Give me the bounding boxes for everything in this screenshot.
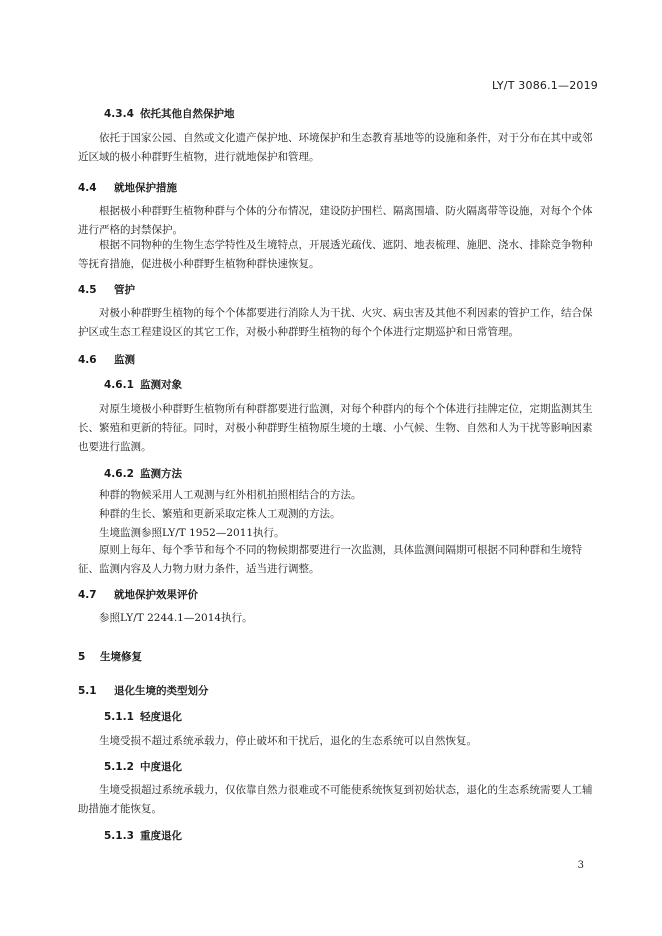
heading-4-6: 4.6 监测 bbox=[78, 354, 135, 366]
paragraph-4-3-4: 依托于国家公园、自然或文化遗产保护地、环境保护和生态教育基地等的设施和条件，对于分布在其中或邻近区域的极小种群野生植物，进行就地保护和管理。 bbox=[78, 132, 593, 163]
paragraph-4-4-b: 根据不同物种的生物生态学特性及生境特点，开展透光疏伐、遮阴、地表梳理、施肥、浇水、排除竞争物种等抚育措施，促进极小种群野生植物种群快速恢复。 bbox=[78, 239, 593, 270]
method-line-habitat: 生境监测参照LY/T 1952—2011执行。 bbox=[99, 527, 285, 539]
method-line-growth: 种群的生长、繁殖和更新采取定株人工观测的方法。 bbox=[99, 508, 341, 520]
paragraph-4-5: 对极小种群野生植物的每个个体都要进行消除人为干扰、火灾、病虫害及其他不利因素的管护工作，结合保护区或生态工程建设区的其它工作，对极小种群野生植物的每个个体进行定期巡护和日常管理。 bbox=[78, 307, 593, 338]
heading-4-4: 4.4 就地保护措施 bbox=[78, 182, 177, 194]
heading-5-1: 5.1 退化生境的类型划分 bbox=[78, 685, 209, 697]
method-line-phenology: 种群的物候采用人工观测与红外相机拍照相结合的方法。 bbox=[99, 489, 362, 501]
paragraph-4-6-1: 对原生境极小种群野生植物所有种群都要进行监测，对每个种群内的每个个体进行挂牌定位，定期监测其生长、繁殖和更新的特征。同时，对极小种群野生植物原生境的土壤、小气候、生物、自然和人为干扰等影响因素也要进行监测。 bbox=[78, 403, 593, 453]
paragraph-5-1-1: 生境受损不超过系统承载力，停止破坏和干扰后，退化的生态系统可以自然恢复。 bbox=[99, 735, 477, 747]
heading-4-5: 4.5 管护 bbox=[78, 284, 135, 296]
heading-4-3-4: 4.3.4 依托其他自然保护地 bbox=[104, 108, 235, 120]
heading-5-1-3: 5.1.3 重度退化 bbox=[104, 830, 182, 842]
paragraph-4-7: 参照LY/T 2244.1—2014执行。 bbox=[99, 612, 253, 624]
heading-5-1-1: 5.1.1 轻度退化 bbox=[104, 711, 182, 723]
heading-4-6-2: 4.6.2 监测方法 bbox=[104, 468, 182, 480]
paragraph-5-1-2: 生境受损超过系统承载力，仅依靠自然力很难或不可能使系统恢复到初始状态，退化的生态系统需要人工辅助措施才能恢复。 bbox=[78, 784, 593, 815]
document-id: LY/T 3086.1—2019 bbox=[492, 79, 598, 92]
heading-5: 5 生境修复 bbox=[78, 651, 142, 663]
heading-4-7: 4.7 就地保护效果评价 bbox=[78, 589, 198, 601]
paragraph-4-4-a: 根据极小种群野生植物种群与个体的分布情况，建设防护围栏、隔离围墙、防火隔离带等设施，对每个个体进行严格的封禁保护。 bbox=[78, 205, 593, 236]
page-number: 3 bbox=[577, 860, 584, 871]
heading-5-1-2: 5.1.2 中度退化 bbox=[104, 761, 182, 773]
paragraph-4-6-2-interval: 原则上每年、每个季节和每个不同的物候期都要进行一次监测，具体监测间隔期可根据不同种群和生境特征、监测内容及人力物力财力条件，适当进行调整。 bbox=[78, 544, 582, 575]
heading-4-6-1: 4.6.1 监测对象 bbox=[104, 379, 182, 391]
